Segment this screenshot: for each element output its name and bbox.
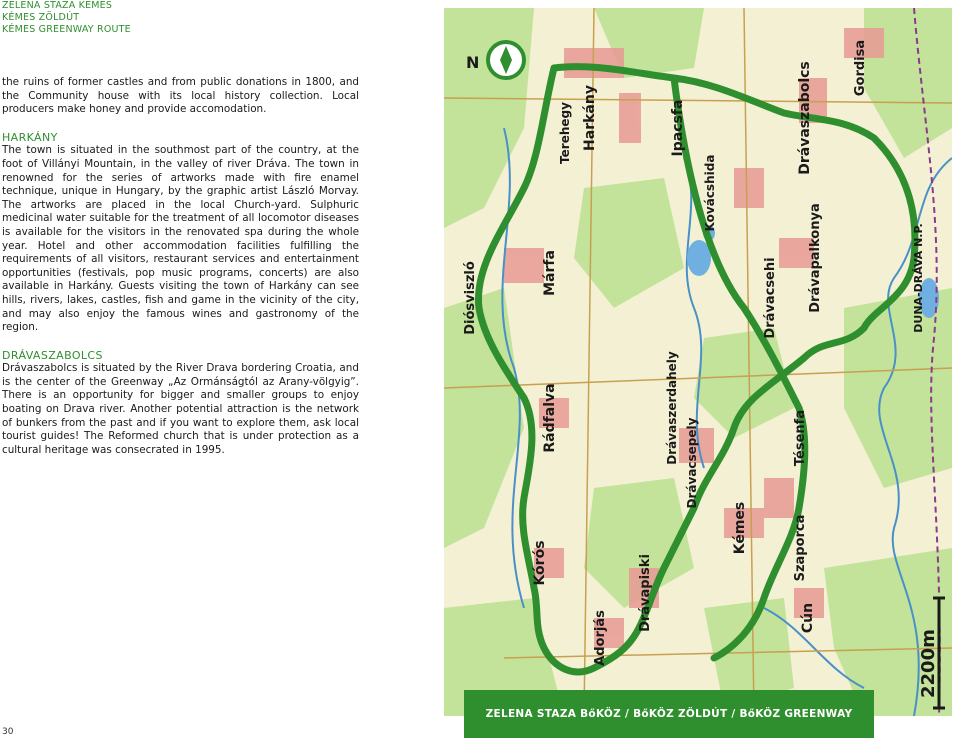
banner-text: ZELENA STAZA BőKÖZ / BőKÖZ ZÖLDÚT / BőKÖZ GREENWAY	[485, 708, 853, 720]
route-map	[444, 8, 952, 716]
dravaszabolcs-title: DRÁVASZABOLCS	[2, 348, 103, 362]
village-label: Drávaszerdahely	[665, 351, 679, 465]
map-canvas	[444, 8, 952, 716]
village-label: Drávacsepely	[685, 417, 699, 509]
village-label: Diósviszló	[463, 261, 478, 335]
village-label: Adorjás	[593, 610, 608, 666]
village-label: Márfa	[542, 250, 558, 296]
village-label: Szaporca	[793, 514, 808, 582]
village-label: Gordisa	[853, 39, 868, 97]
village-label: Drávapiski	[638, 554, 653, 632]
header-line-2: KÉMES ZÖLDÚT	[2, 12, 80, 23]
village-label: Drávaszabolcs	[797, 61, 813, 175]
village-label: Kórós	[532, 540, 548, 586]
harkany-title: HARKÁNY	[2, 130, 58, 144]
harkany-paragraph: The town is situated in the southmost part of the country, at the foot of Villányi Mountain, in the valley of river Dráva. The town in renowned for the series of artworks made with fire enamel technique, unique in Hungary, by the graphic artist László Morvay. The artworks are placed in the local Church-yard. Sulphuric medicinal water suitable for the treatment of all locomotor diseases is available for the visitors in the renovated spa during the whole year. Hotel and other accommodation facilities fulfilling the requirements of all visitors, restaurant services and entertainment opportunities (festivals, pop music programs, concerts) are also available in Harkány. Guests visiting the town of Harkány can see hills, rivers, lakes, castles, fish and game in the vicinity of the city, and may also enjoy the famous wines and gastronomy of the region.	[2, 144, 359, 334]
village-label: Ipacsfa	[670, 99, 686, 157]
header-line-3: KÉMES GREENWAY ROUTE	[2, 24, 131, 35]
village-label: DUNA-DRÁVA N.P.	[912, 223, 925, 333]
village-label: Terehegy	[558, 102, 572, 164]
route-banner	[464, 690, 874, 738]
village-label: Rádfalva	[542, 383, 558, 453]
north-label: N	[466, 53, 480, 72]
header-line-1: ZELENA STAZA KEMEŠ	[2, 0, 113, 11]
village-label: Kovácshida	[703, 154, 717, 232]
scale-label: 2200m	[918, 629, 939, 698]
header	[2, 0, 131, 36]
village-label: Drávapalkonya	[808, 203, 823, 313]
text-column	[2, 76, 359, 457]
village-label: Kémes	[732, 501, 748, 555]
village-label: Tésenfa	[793, 409, 808, 467]
village-label: Cún	[800, 602, 816, 634]
dravaszabolcs-paragraph: Drávaszabolcs is situated by the River Drava bordering Croatia, and is the center of the Greenway „Az Ormánságtól az Arany-völgyig”. There is an opportunity for bigger and smaller groups to enjoy boating on Drava river. Another potential attraction is the network of bunkers from the past and if you want to explore them, ask local tourist guides! The Reformed church that is under protection as a cultural heritage was consecrated in 1995.	[2, 362, 359, 456]
intro-paragraph: the ruins of former castles and from public donations in 1800, and the Community house with its local history collection. Local producers make honey and provide accomodation.	[2, 76, 359, 116]
village-label: Drávacsehi	[763, 257, 778, 339]
page-number: 30	[2, 727, 14, 737]
village-label: Harkány	[582, 85, 598, 151]
